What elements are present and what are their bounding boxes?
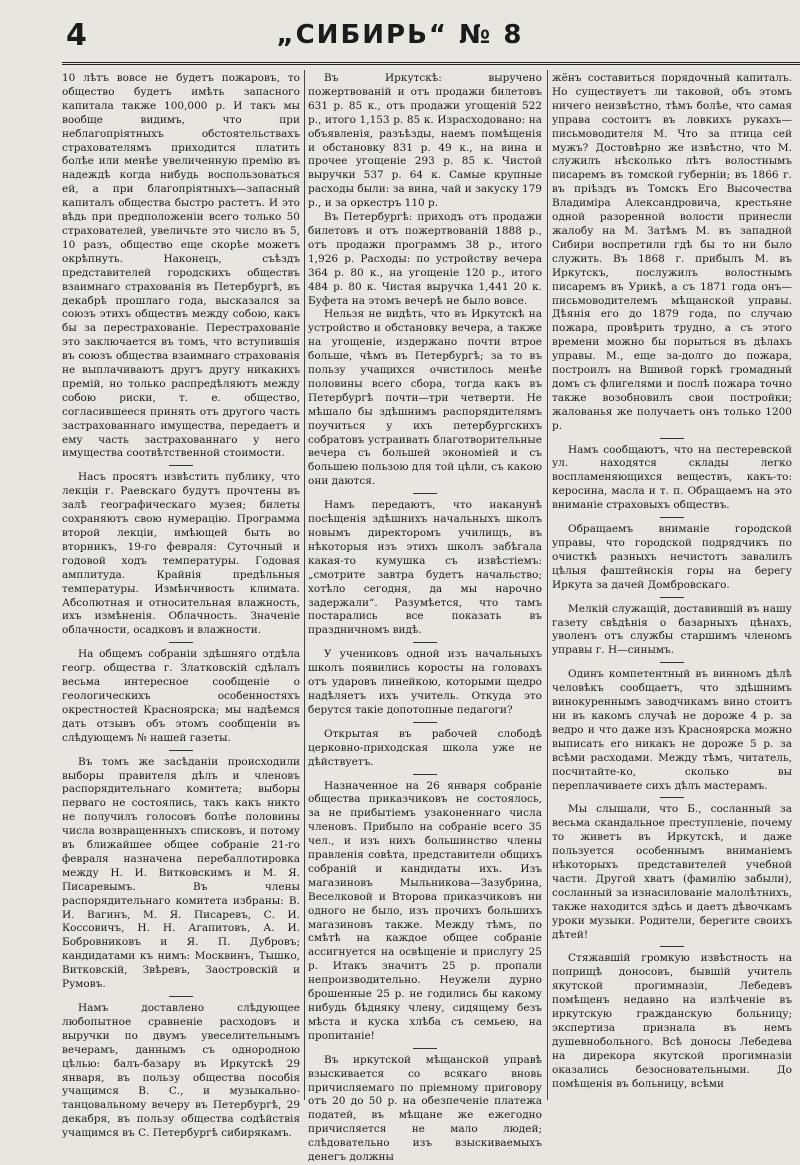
- article-paragraph: 10 лѣтъ вовсе не будетъ пожаровъ, то общество будетъ имѣть запасного капитала также 100,000 р. И такъ мы вообще видимъ, что при неблагопріятныхъ обстоятельствахъ страхователямъ приходится платить болѣе или менѣе увеличенную премію въ надеждѣ когда нибудь воспользоваться ей, а при благопріятныхъ—запасный капиталъ общества быстро растетъ. И это вѣдь при предположеніи всего только 50 страхователей, увеличьте это число въ 5, 10 разъ, общество еще скорѣе можетъ окрѣпнуть. Наконецъ, съѣздъ представителей городскихъ обществъ взаимнаго страхованія въ Петербургѣ, въ декабрѣ прошлаго года, высказался за союзъ этихъ обществъ между собою, какъ бы за перестрахованіе. Перестрахованіе это заключается въ томъ, что вступившія въ союзъ общества взаимнаго страхованія не выплачиваютъ другъ другу никакихъ премій, но только распредѣляютъ между собою риски, т. е. общество, согласившееся принять отъ другого часть застрахованнаго имущества, передаетъ и ему часть застрахованнаго у него имущества соотвѣтственной стоимости.: [62, 72, 300, 460]
- section-dash: [413, 722, 437, 723]
- article-paragraph: Въ Иркутскѣ: выручено пожертвованій и отъ продажи билетовъ 631 р. 85 к., отъ продажи угощеній 522 р., итого 1,153 р. 85 к. Израсходовано: на объявленія, разъѣзды, наемъ помѣщенія и обстановку 831 р. 49 к., на вина и прочее угощеніе 293 р. 85 к. Чистой выручки 537 р. 64 к. Самые крупные расходы были: за вина, чай и закуску 179 р., и за оркестръ 110 р.: [308, 72, 542, 210]
- page-number: 4: [66, 18, 87, 53]
- masthead-title: „СИБИРЬ“ № 8: [276, 20, 524, 50]
- article-paragraph: Намъ передаютъ, что наканунѣ посѣщенія здѣшнихъ начальныхъ школъ новымъ директоромъ училищъ, въ нѣкоторыя изъ этихъ школъ забѣгала какая-то кумушка съ извѣстіемъ: „смотрите завтра будетъ начальство; хотѣло сегодня, да мы нарочно задержали“. Разумѣется, что тамъ постарались все показать въ праздничномъ видѣ.: [308, 499, 542, 637]
- section-dash: [660, 662, 684, 663]
- article-paragraph: Намъ доставлено слѣдующее любопытное сравненіе расходовъ и выручки по двумъ увеселительнымъ вечерамъ, даннымъ съ однородною цѣлью: балъ-базару въ Иркутскѣ 29 января, въ пользу общества пособія учащимся В. С., и музыкально-танцовальному вечеру въ Петербургѣ, 29 декабря, въ пользу общества содѣйствія учащимся въ С. Петербургѣ сибирякамъ.: [62, 1002, 300, 1140]
- article-paragraph: Намъ сообщаютъ, что на пестеревской ул. находятся склады легко воспламеняющихся веществъ, какъ-то: керосина, масла и т. п. Обращаемъ на это вниманіе страховыхъ обществъ.: [552, 443, 792, 512]
- section-dash: [660, 946, 684, 947]
- article-paragraph: Открытая въ рабочей слободѣ церковно-приходская школа уже не дѣйствуетъ.: [308, 727, 542, 768]
- article-paragraph: Насъ просятъ извѣстить публику, что лекціи г. Раевскаго будутъ прочтены въ залѣ географическаго музея; билеты сохраняютъ свою нумерацію. Программа второй лекціи, имѣющей быть во вторникъ, 19-го февраля: Суточный и годовой ходъ температуры. Годовая амплитуда. Крайнія предѣльныя температуры. Измѣнчивость климата. Абсолютная и относительная влажность, ихъ измѣненія. Облачность. Значеніе облачности, осадковъ и влажности.: [62, 471, 300, 637]
- article-paragraph: Обращаемъ вниманіе городской управы, что городской подрядчикъ по очисткѣ разныхъ нечистотъ завалилъ цѣлыя фаштейнскія горы на берегу Иркута за дачей Домбровскаго.: [552, 523, 792, 591]
- article-paragraph: жёнъ составиться порядочный капиталъ. Но существуетъ ли таковой, объ этомъ ничего неизвѣстно, тѣмъ болѣе, что самая управа состоитъ въ ловкихъ рукахъ—письмоводителя М. Что за птица сей мужъ? Достовѣрно же извѣстно, что М. служилъ нѣсколько лѣтъ волостнымъ писаремъ въ томской губерніи; въ 1866 г. въ пріѣздъ въ Томскъ Его Высочества Владиміра Александровича, крестьяне одной разоренной волости принесли жалобу на М. Затѣмъ М. въ западной Сибири воспретили гдѣ бы то ни было служить. Въ 1868 г. прибылъ М. въ Иркутскъ, послужилъ волостнымъ писаремъ въ Урикѣ, а съ 1871 года онъ—письмоводителемъ мѣщанской управы. Дѣянія его до 1879 года, по случаю пожара, провѣрить трудно, а съ этого времени можно бы порыться въ дѣлахъ управы. М., еще за-долго до пожара, построилъ на Вшивой горкѣ громадный домъ съ флигелями и послѣ пожара точно также возобновилъ свои постройки; жалованья же получаетъ онъ только 1200 р.: [552, 72, 792, 432]
- article-paragraph: Мы слышали, что Б., сосланный за весьма скандальное преступленіе, почему то живетъ въ Иркутскѣ, и даже пользуется особеннымъ вниманіемъ нѣкоторыхъ представителей учебной части. Другой хватъ (фамилію забыли), сосланный за изнасилованіе малолѣтнихъ, также находится здѣсь и даетъ дѣвочкамъ уроки музыки. Родители, берегите своихъ дѣтей!: [552, 803, 792, 941]
- section-dash: [413, 774, 437, 775]
- section-dash: [169, 642, 193, 643]
- article-paragraph: Назначенное на 26 января собраніе общества приказчиковъ не состоялось, за не прибытіемъ узаконеннаго числа членовъ. Прибыло на собраніе всего 35 чел., и изъ нихъ большинство члены правленія совѣта, представители общихъ собраній и кандидаты ихъ. Изъ магазиновъ Мыльникова—Зазубрина, Веселковой и Второва приказчиковъ ни одного не было, изъ прочихъ большихъ магазиновъ также. Между тѣмъ, по смѣтѣ на каждое общее собраніе ассигнуется на освѣщеніе и прислугу 25 р. Итакъ значитъ 25 р. пропали непроизводительно. Неужели дурно брошенные 25 р. не годились бы какому нибудь бѣдняку члену, сидящему безъ мѣста и куска хлѣба съ семьею, на пропитаніе!: [308, 779, 542, 1042]
- section-dash: [660, 438, 684, 439]
- article-paragraph: Одинъ компетентный въ винномъ дѣлѣ человѣкъ сообщаетъ, что здѣшнимъ винокуреннымъ заводчикамъ вино стоитъ ни въ какомъ случаѣ не дороже 4 р. за ведро и что даже изъ Красноярска можно выписать его никакъ не дороже 5 р. за всѣми расходами. Между тѣмъ, читатель, посчитайте-ко, сколько вы переплачиваете сихъ дѣлъ мастерамъ.: [552, 668, 792, 792]
- section-dash: [169, 750, 193, 751]
- article-paragraph: Нельзя не видѣть, что въ Иркутскѣ на устройство и обстановку вечера, а также на угощеніе, издержано почти втрое больше, чѣмъ въ Петербургѣ; за то въ пользу учащихся очистилось менѣе половины всего сбора, тогда какъ въ Петербургѣ почти—три четверти. Не мѣшало бы здѣшнимъ распорядителямъ поучиться у ихъ петербургскихъ собратовъ устраивать благотворительные вечера съ большей экономіей и съ большею пользою для той цѣли, съ какою они даются.: [308, 308, 542, 488]
- column-3: [552, 72, 792, 1100]
- section-dash: [660, 517, 684, 518]
- article-paragraph: Въ томъ же засѣданіи происходили выборы правителя дѣлъ и членовъ распорядительнаго комитета; выборы перваго не состоялись, такъ какъ никто не получилъ голосовъ болѣе половины числа возвращенныхъ списковъ, и потому въ ближайшее общее собраніе 21-го февраля назначена перебаллотировка между Н. И. Витковскимъ и М. Я. Писаревымъ. Въ члены распорядительнаго комитета избраны: В. И. Вагинъ, М. Я. Писаревъ, С. И. Коссовичъ, Н. Н. Агапитовъ, А. И. Бобровниковъ и Я. П. Дубровъ; кандидатами къ нимъ: Москвинъ, Тышко, Витковскій, Звѣревъ, Заостровскій и Румовъ.: [62, 755, 300, 991]
- article-paragraph: На общемъ собраніи здѣшняго отдѣла геогр. общества г. Златковскій сдѣлалъ весьма интересное сообщеніе о геологическихъ особенностяхъ окрестностей Красноярска; мы надѣемся дать отзывъ объ этомъ сообщеніи въ слѣдующемъ № нашей газеты.: [62, 648, 300, 744]
- article-paragraph: Въ Петербургѣ: приходъ отъ продажи билетовъ и отъ пожертвованій 1888 р., отъ продажи программъ 38 р., итого 1,926 р. Расходы: по устройству вечера 364 р. 80 к., на угощеніе 120 р., итого 484 р. 80 к. Чистая выручка 1,441 20 к. Буфета на этомъ вечерѣ не было вовсе.: [308, 211, 542, 307]
- section-dash: [169, 996, 193, 997]
- article-paragraph: Мелкій служащій, доставившій въ нашу газету свѣдѣнія о базарныхъ цѣнахъ, уволенъ отъ службы старшимъ членомъ управы г. Н—синымъ.: [552, 602, 792, 657]
- article-paragraph: Въ иркутской мѣщанской управѣ взыскивается со всякаго вновь причисляемаго по пріемному приговору отъ 20 до 50 р. на обезпеченіе платежа податей, въ мѣщане же ежегодно причисляется не мало людей; слѣдовательно изъ взыскиваемыхъ денегъ должны: [308, 1053, 542, 1164]
- header-rule: [62, 62, 800, 65]
- section-dash: [413, 1048, 437, 1049]
- article-paragraph: У учениковъ одной изъ начальныхъ школъ появились коросты на головахъ отъ ударовъ линейкою, которыми щедро надѣляетъ ихъ учитель. Откуда это берутся такіе допотопные педагоги?: [308, 648, 542, 716]
- column-divider: [304, 70, 305, 1100]
- page-header: [0, 0, 800, 60]
- column-divider: [547, 70, 548, 1100]
- article-paragraph: Стяжавшій громкую извѣстность на поприщѣ доносовъ, бывшій учитель якутской прогимназіи, Лебедевъ помѣщенъ недавно на излѣченіе въ иркутскую гражданскую больницу; экспертиза признала въ немъ душевнобольного. Всѣ доносы Лебедева на дирекора якутской прогимназіи оказались безосновательными. До помѣщенія въ больницу, всѣми: [552, 952, 792, 1090]
- section-dash: [660, 597, 684, 598]
- column-1: [62, 72, 300, 1140]
- column-2: [308, 72, 542, 1164]
- section-dash: [413, 493, 437, 494]
- section-dash: [169, 465, 193, 466]
- section-dash: [413, 642, 437, 643]
- section-dash: [660, 797, 684, 798]
